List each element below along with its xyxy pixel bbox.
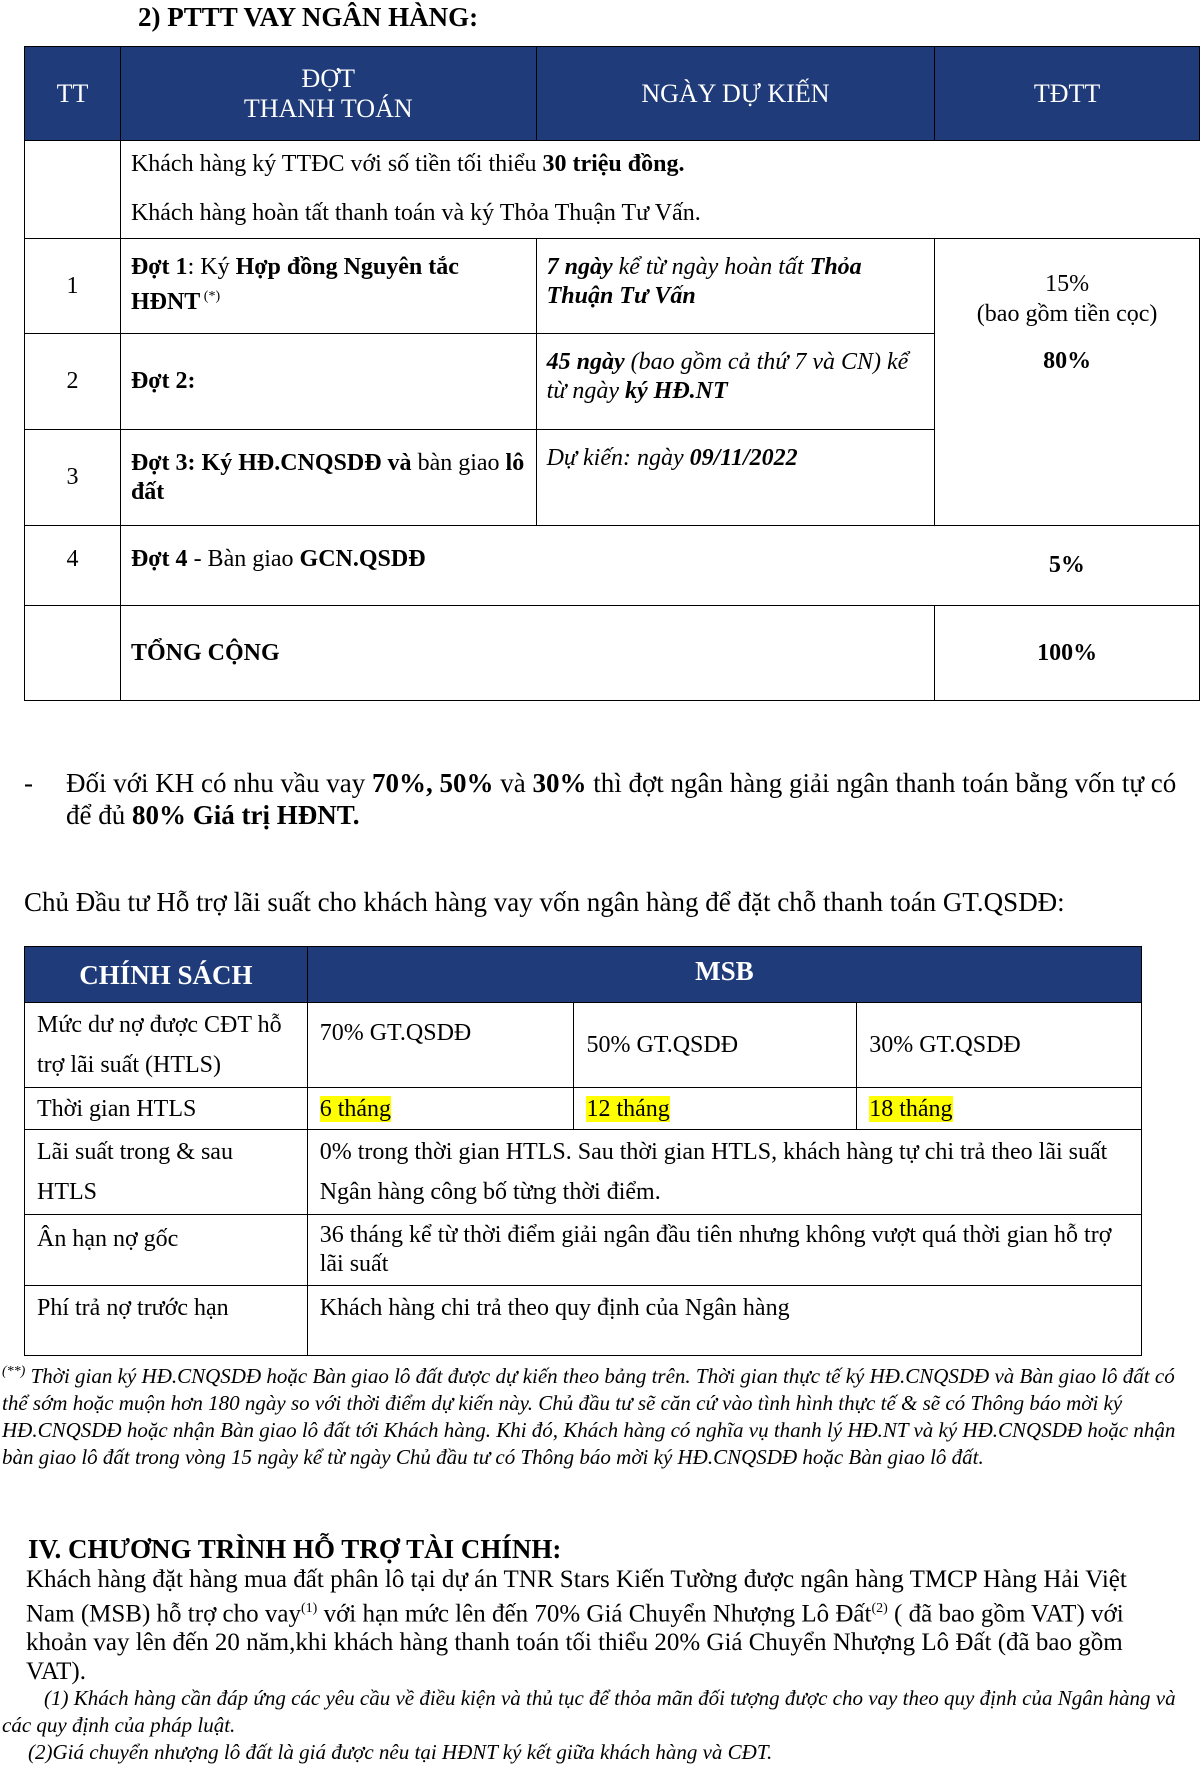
loan-note-f: 80% Giá trị HĐNT. bbox=[131, 800, 360, 830]
loan-note-c: và bbox=[493, 768, 533, 798]
total-tt bbox=[25, 606, 121, 701]
row-3-dot-a: Đợt 3: Ký HĐ.CNQSDĐ và bbox=[130, 449, 412, 476]
row-1-tdtt-b: (bao gồm tiền cọc) bbox=[976, 301, 1158, 327]
policy-thoi-gian-label: Thời gian HTLS bbox=[25, 1088, 308, 1130]
row-1-dot-sup: (*) bbox=[200, 289, 221, 304]
row-3-dot-c: lô đất bbox=[130, 449, 525, 505]
loan-note-dash: - bbox=[24, 768, 33, 798]
payment-schedule-table bbox=[24, 46, 1200, 701]
table-row bbox=[25, 1215, 1142, 1286]
row-3-ngay bbox=[536, 430, 935, 526]
section-title: 2) PTTT VAY NGÂN HÀNG: bbox=[138, 2, 479, 32]
row-4-dot bbox=[120, 526, 934, 606]
loan-note-e: thì đợt ngân hàng giải ngân thanh toán bằng vốn tự có để đủ bbox=[66, 768, 1177, 830]
total-value: 100% bbox=[935, 606, 1200, 701]
section-4-body-a: Khách hàng đặt hàng mua đất phân lô tại dự án TNR Stars Kiến Tường được ngân hàng TMCP Hàng Hải Việt Nam (MSB) hỗ trợ cho vay bbox=[26, 1566, 1127, 1628]
header-dot-line1: ĐỢT bbox=[301, 63, 355, 93]
row-4-dot-b: - Bàn giao bbox=[187, 546, 300, 572]
row-2-ngay-a: 45 ngày bbox=[546, 349, 625, 375]
total-label: TỔNG CỘNG bbox=[120, 606, 934, 701]
row-1-dot-a: Đợt 1 bbox=[130, 254, 188, 280]
row-3-ngay-a: Dự kiến: ngày bbox=[546, 445, 690, 471]
header-tdtt: TĐTT bbox=[935, 47, 1200, 141]
table-row bbox=[25, 1088, 1142, 1130]
table-row bbox=[25, 1130, 1142, 1215]
loan-note bbox=[24, 767, 1184, 831]
row-2-ngay-c: ký HĐ.NT bbox=[625, 378, 728, 404]
policy-thoi-gian-v1-cell bbox=[307, 1088, 574, 1130]
row-1-ngay bbox=[536, 239, 935, 334]
row-2-ngay-b: (bao gồm cả thứ 7 và CN) kể từ ngày bbox=[546, 349, 909, 404]
policy-thoi-gian-v2: 12 tháng bbox=[586, 1095, 670, 1122]
pre-row-2 bbox=[25, 189, 1200, 239]
row-2-dot: Đợt 2: bbox=[120, 334, 536, 430]
section-4-footnote-1 bbox=[2, 1685, 1198, 1739]
policy-lai-suat-value: 0% trong thời gian HTLS. Sau thời gian HTLS, khách hàng tự chi trả theo lãi suất Ngân hàng công bố từng thời điểm. bbox=[307, 1130, 1141, 1215]
loan-note-d: 30% bbox=[532, 768, 587, 798]
header-ngay: NGÀY DỰ KIẾN bbox=[536, 47, 935, 141]
row-4-tdtt: 5% bbox=[935, 526, 1200, 606]
table-row bbox=[25, 1003, 1142, 1088]
footnote-bank-mark: (**) bbox=[2, 1364, 26, 1379]
table-row bbox=[25, 1286, 1142, 1356]
row-3-tt: 3 bbox=[25, 430, 121, 526]
section-4-sup2: (2) bbox=[871, 1601, 888, 1616]
total-row bbox=[25, 606, 1200, 701]
row-2-tdtt: 80% bbox=[935, 334, 1200, 526]
pre-row-2-tt bbox=[25, 189, 121, 239]
policy-thoi-gian-v3-cell bbox=[857, 1088, 1142, 1130]
row-3-dot-b: bàn giao bbox=[411, 449, 506, 476]
footnote-bank-text: Thời gian ký HĐ.CNQSDĐ hoặc Bàn giao lô đất được dự kiến theo bảng trên. Thời gian thực tế ký HĐ.CNQSDĐ và Bàn giao lô đất có thể sớm hoặc muộn hơn 180 ngày so với thời điểm dự kiến này. Chủ đầu tư sẽ căn cứ vào tình hình thực tế & sẽ có Thông báo mời ký HĐ.CNQSDĐ hoặc nhận Bàn giao lô đất tới Khách hàng. Khi đó, Khách hàng có nghĩa vụ thanh lý HĐ.NT và ký HĐ.CNQSDĐ hoặc nhận bàn giao lô đất trong vòng 15 ngày kể từ ngày Chủ đầu tư có Thông báo mời ký HĐ.CNQSDĐ hoặc Bàn giao lô đất. bbox=[2, 1364, 1176, 1469]
row-1-dot-c: Hợp đồng Nguyên tắc HĐNT bbox=[130, 254, 459, 315]
header-dot bbox=[120, 47, 536, 141]
section-4-footnote-2: (2)Giá chuyển nhượng lô đất là giá được nêu tại HĐNT ký kết giữa khách hàng và CĐT. bbox=[28, 1740, 773, 1764]
row-1-tdtt bbox=[935, 239, 1200, 334]
policy-header-left: CHÍNH SÁCH bbox=[25, 947, 308, 1003]
pre-row-2-text: Khách hàng hoàn tất thanh toán và ký Thỏa Thuận Tư Vấn. bbox=[120, 189, 1199, 239]
policy-muc-du-no-v1: 70% GT.QSDĐ bbox=[307, 1003, 574, 1088]
policy-header-row bbox=[25, 947, 1142, 1003]
section-4-body bbox=[26, 1565, 1146, 1686]
header-tt: TT bbox=[25, 47, 121, 141]
policy-thoi-gian-v1: 6 tháng bbox=[319, 1095, 392, 1122]
policy-header-right: MSB bbox=[307, 947, 1141, 1003]
policy-muc-du-no-v3: 30% GT.QSDĐ bbox=[857, 1003, 1142, 1088]
policy-table bbox=[24, 946, 1142, 1356]
row-1-dot-b: : Ký bbox=[187, 254, 236, 280]
row-1-tdtt-a: 15% bbox=[1045, 271, 1090, 297]
pre-row-1-text bbox=[120, 141, 1199, 189]
pre-row-1-text-b: 30 triệu đồng. bbox=[542, 151, 685, 178]
loan-note-b: 70%, 50% bbox=[371, 768, 494, 798]
section-4-body-b: với hạn mức lên đến 70% Giá Chuyển Nhượng Lô Đất bbox=[317, 1600, 872, 1628]
table-row bbox=[25, 239, 1200, 334]
policy-phi-tra-label: Phí trả nợ trước hạn bbox=[25, 1286, 308, 1356]
pre-row-1-tt bbox=[25, 141, 121, 189]
row-3-ngay-b: 09/11/2022 bbox=[689, 445, 798, 471]
loan-note-text bbox=[66, 767, 1184, 831]
policy-phi-tra-value: Khách hàng chi trả theo quy định của Ngân hàng bbox=[307, 1286, 1141, 1356]
row-1-ngay-a: 7 ngày bbox=[546, 254, 613, 280]
policy-thoi-gian-v3: 18 tháng bbox=[869, 1095, 953, 1122]
section-4-body-c: ( đã bao gồm VAT) với khoản vay lên đến 20 năm,khi khách hàng thanh toán tối thiểu 20% Giá Chuyển Nhượng Lô Đất (đã bao gồm VAT). bbox=[26, 1600, 1124, 1686]
pre-row-1 bbox=[25, 141, 1200, 189]
policy-lai-suat-label: Lãi suất trong & sau HTLS bbox=[25, 1130, 308, 1215]
section-4-sup1: (1) bbox=[301, 1601, 318, 1616]
policy-muc-du-no-label: Mức dư nợ được CĐT hỗ trợ lãi suất (HTLS) bbox=[25, 1003, 308, 1088]
row-1-ngay-b: kể từ ngày hoàn tất bbox=[612, 254, 810, 280]
row-2-tt: 2 bbox=[25, 334, 121, 430]
policy-thoi-gian-v2-cell bbox=[574, 1088, 857, 1130]
row-1-dot bbox=[120, 239, 536, 334]
footnote-bank bbox=[2, 1358, 1198, 1471]
row-3-dot bbox=[120, 430, 536, 526]
row-4-dot-c: GCN.QSDĐ bbox=[299, 546, 426, 572]
row-4-tt: 4 bbox=[25, 526, 121, 606]
policy-muc-du-no-v2: 50% GT.QSDĐ bbox=[574, 1003, 857, 1088]
row-1-tt: 1 bbox=[25, 239, 121, 334]
schedule-header-row bbox=[25, 47, 1200, 141]
support-heading: Chủ Đầu tư Hỗ trợ lãi suất cho khách hàng vay vốn ngân hàng để đặt chỗ thanh toán GT.QSDĐ: bbox=[24, 887, 1065, 917]
row-4-dot-a: Đợt 4 bbox=[130, 546, 188, 572]
header-dot-line2: THANH TOÁN bbox=[243, 93, 413, 123]
loan-note-a: Đối với KH có nhu vầu vay bbox=[66, 768, 372, 798]
policy-an-han-value: 36 tháng kể từ thời điểm giải ngân đầu tiên nhưng không vượt quá thời gian hỗ trợ lãi suất bbox=[307, 1215, 1141, 1286]
pre-row-1-text-a: Khách hàng ký TTĐC với số tiền tối thiểu bbox=[130, 151, 543, 178]
row-2-ngay bbox=[536, 334, 935, 430]
policy-an-han-label: Ân hạn nợ gốc bbox=[25, 1215, 308, 1286]
row-1-ngay-c: Thỏa Thuận Tư Vấn bbox=[546, 254, 862, 309]
table-row bbox=[25, 334, 1200, 430]
section-4-title: IV. CHƯƠNG TRÌNH HỖ TRỢ TÀI CHÍNH: bbox=[28, 1534, 562, 1564]
table-row bbox=[25, 526, 1200, 606]
section-4-footnote-1-text: (1) Khách hàng cần đáp ứng các yêu cầu về điều kiện và thủ tục để thỏa mãn đối tượng được cho vay theo quy định của Ngân hàng và các quy định của pháp luật. bbox=[2, 1686, 1176, 1737]
